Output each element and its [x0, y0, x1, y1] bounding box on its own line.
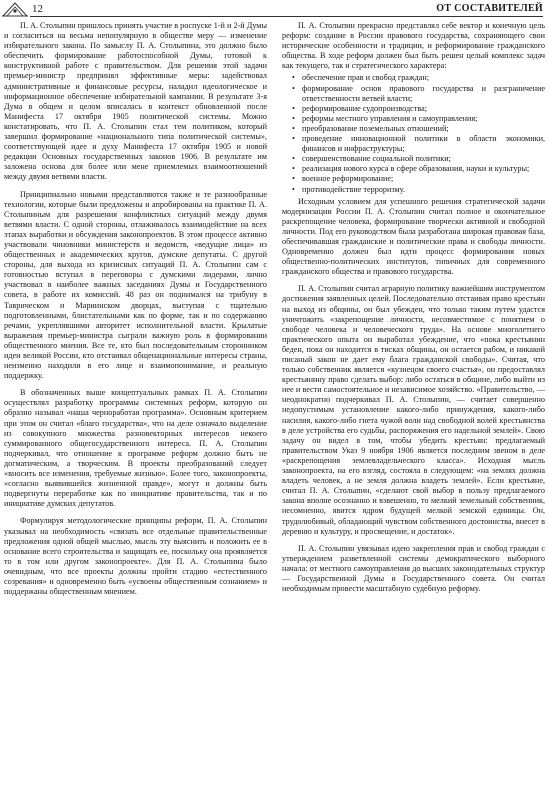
- list-item: • совершенствование социальной политики;: [282, 154, 545, 164]
- paragraph: Принципиально новыми представляются также и те разнообразные технологии, которые были предложены и апробированы на практике П. А. Столыпиным для разрешения конфликтных ситуаций между двумя ветвями власти. С одной стороны, отлаживалось взаимодействие на всех этапах выработки и обсуждения законопроектов. В этом процессе активно участвовали чиновники министерств и ведомств, «ведущие лица» из общественных и академических кругов, думские депутаты. С другой стороны, для выхода из кризисных ситуаций П. А. Столыпин сам с готовностью вступал в переговоры с думскими лидерами, лично участвовал в наиболее важных заседаниях Думы и Государственного совета, в работе их комиссий. 48 раз он поднимался на трибуну в Таврическом и Мариинском дворцах, выступая с тщательно подготовленными, блистательными как по форме, так и по содержанию речами, укреплявшими авторитет исполнительной власти. Крылатые выражения премьер-министра сыграли важную роль в формировании общественного мнения. Все те, кто был последовательным сторонником идеи великой России, кто отстаивал общенациональные интересы страны, неизменно находили в его лице и взаимопонимание, и реальную поддержку.: [4, 189, 267, 381]
- paragraph: В обозначенных выше концептуальных рамках П. А. Столыпин осуществлял разработку программы системных реформ, которую он образно называл «наша черноработая программа». Основным критерием при этом он считал «благо государства», что на деле означало выделение из совокупного множества разновекторных интересов некоего суммированного общегосударственного интереса. П. А. Столыпин подчеркивал, что отношение к программе реформ должно быть не догматическим, а творческим. В проекты преобразований следует «вносить все изменения, требуемые жизнью». Более того, законопроекты, «согласно выявившейся жизненной правде», могут и должны быть подвергнуты переработке как по инициативе правительства, так и по инициативе думских депутатов.: [4, 388, 267, 509]
- list-item: • обеспечение прав и свобод граждан;: [282, 73, 545, 83]
- header-rule: [30, 16, 543, 17]
- list-item: • противодействие терроризму.: [282, 185, 545, 195]
- page-header: [0, 0, 549, 18]
- section-title: ОТ СОСТАВИТЕЛЕЙ: [436, 3, 543, 14]
- page-number: 12: [32, 3, 43, 15]
- paragraph: П. А. Столыпин увязывал идею закрепления прав и свобод граждан с утверждением разветвленной системы демократического выборного начала: от местного самоуправления до высших законодательных структур — Государственной Думы и Государственного совета. Он считал необходимым провести масштабную судебную реформу.: [282, 543, 545, 594]
- paragraph: П. А. Столыпин пришлось принять участие в роспуске 1-й и 2-й Думы и согласиться на весьма непопулярную в обществе меру — изменение избирательного закона. По замыслу П. А. Столыпина, это должно было обеспечить формирование работоспособной Думы, готовой к конструктивной работе с правительством. Для решения этой задачи премьер-министр предпринял эффективные меры: задействовал административные и финансовые ресурсы, наладил идеологическое и информационное обеспечение избирательной кампании. В результате 3-я Дума в общем и целом вписалась в контекст обновленной после Манифеста 17 октября 1905 политической системы. Можно констатировать, что П. А. Столыпин стал тем политиком, который завершил формирование «национального типа политической системы», соответствующей идее и духу Манифеста 17 октября 1905 и новой редакции Основных государственных законов 1906. В результате им заложена основа для более или мене приемлемых взаимоотношений между двумя ветвями власти.: [4, 21, 267, 182]
- paragraph: П. А. Столыпин считал аграрную политику важнейшим инструментом достижения заявленных целей. Последовательно отстаивая право крестьян на выход из общины, он был убежден, что только таким путем удастся уничтожить «закрепощение личности, несовместимое с понятием о свободе человека и человеческого труда». На основе многолетнего практического опыта он выработал убеждение, что «пока крестьянин беден, пока он находится в тисках общины, он остается рабом, и никакой писаный закон не дает ему блага гражданской свободы». Считая, что только собственник является «кузнецом своего счастья», он предоставлял крестьянину право сделать выбор: либо остаться в общине, либо выйти из нее и вести самостоятельное и независимое хозяйство. «Правительство, — неоднократно подчеркивал П. А. Столыпин, — считает совершенно недопустимым установление какого-либо принуждения, какого-либо насилия, какого-либо гнета чужой воли над свободной волей крестьянства в деле устройства его судьбы, распоряжения его надельной землей». Свою задачу он видел в том, чтобы убедить крестьян: предлагаемый правительством Указ 9 ноября 1906 является последним звеном в деле «раскрепощения землевладельческого класса». Исходная мысль законопроекта, на его взгляд, состояла в следующем: «на землях должна владеть человек, а не земля должна владеть землей». Если крестьяне, считал П. А. Столыпин, «сделают свой выбор в пользу предлагаемого закона вполне осознанно и взвешенно, то мелкий земельный собственник, несомненно, явится ядром будущей мелкой земской единицы. Он, трудолюбивый, обладающий чувством собственного достоинства, внесет в деревню и культуру, и просвещение, и достаток».: [282, 284, 545, 536]
- list-item: • преобразование поземельных отношений;: [282, 124, 545, 134]
- list-item: • военное реформирование;: [282, 174, 545, 184]
- list-item: • реформы местного управления и самоуправления;: [282, 114, 545, 124]
- bullet-list: [282, 73, 545, 194]
- list-item: • реализация нового курса в сфере образования, науки и культуры;: [282, 164, 545, 174]
- right-column: [282, 21, 545, 796]
- list-item: • реформирование судопроизводства;: [282, 104, 545, 114]
- paragraph: Исходным условием для успешного решения стратегической задачи модернизации России П. А. Столыпин считал полное и окончательное раскрепощение человека, формирование творчески активной и свободной личности. Под его руководством была разработана широкая правовая база, обеспечивавшая гражданские и политические права и свободы личности. Одновременно должен был идти процесс формирования новых общественно-политических институтов, типичных для современного гражданского общества и правового государства.: [282, 196, 545, 277]
- paragraph: П. А. Столыпин прекрасно представлял себе вектор и конечную цель реформ: создание в России правового государства, сохраняющего свои исторические особенности и традиции, и реформирование гражданского общества. В ходе реформ должен был быть решен целый комплекс задач как текущего, так и стратегического характера:: [282, 21, 545, 71]
- ornament-icon: [2, 1, 28, 17]
- paragraph: Формулируя методологические принципы реформ, П. А. Столыпин указывал на необходимость «связать все отдельные правительственные предложения одной общей мыслью, мысль эту выяснить и положить ее в основание всего строительства и защищать ее, поскольку она проявляется то в том или другом законопроекте». Для П. А. Столыпина было очевидным, что все проекты должны пройти стадию «естественного созревания» и одновременно быть «усвоены общественным сознанием» и поддержаны общественным мнением.: [4, 516, 267, 597]
- list-item: • формирование основ правового государства и разграничение ответственности ветвей власти;: [282, 84, 545, 104]
- list-item: • проведение инновационной политики в области экономики, финансов и инфраструктуры;: [282, 134, 545, 154]
- left-column: [4, 21, 267, 796]
